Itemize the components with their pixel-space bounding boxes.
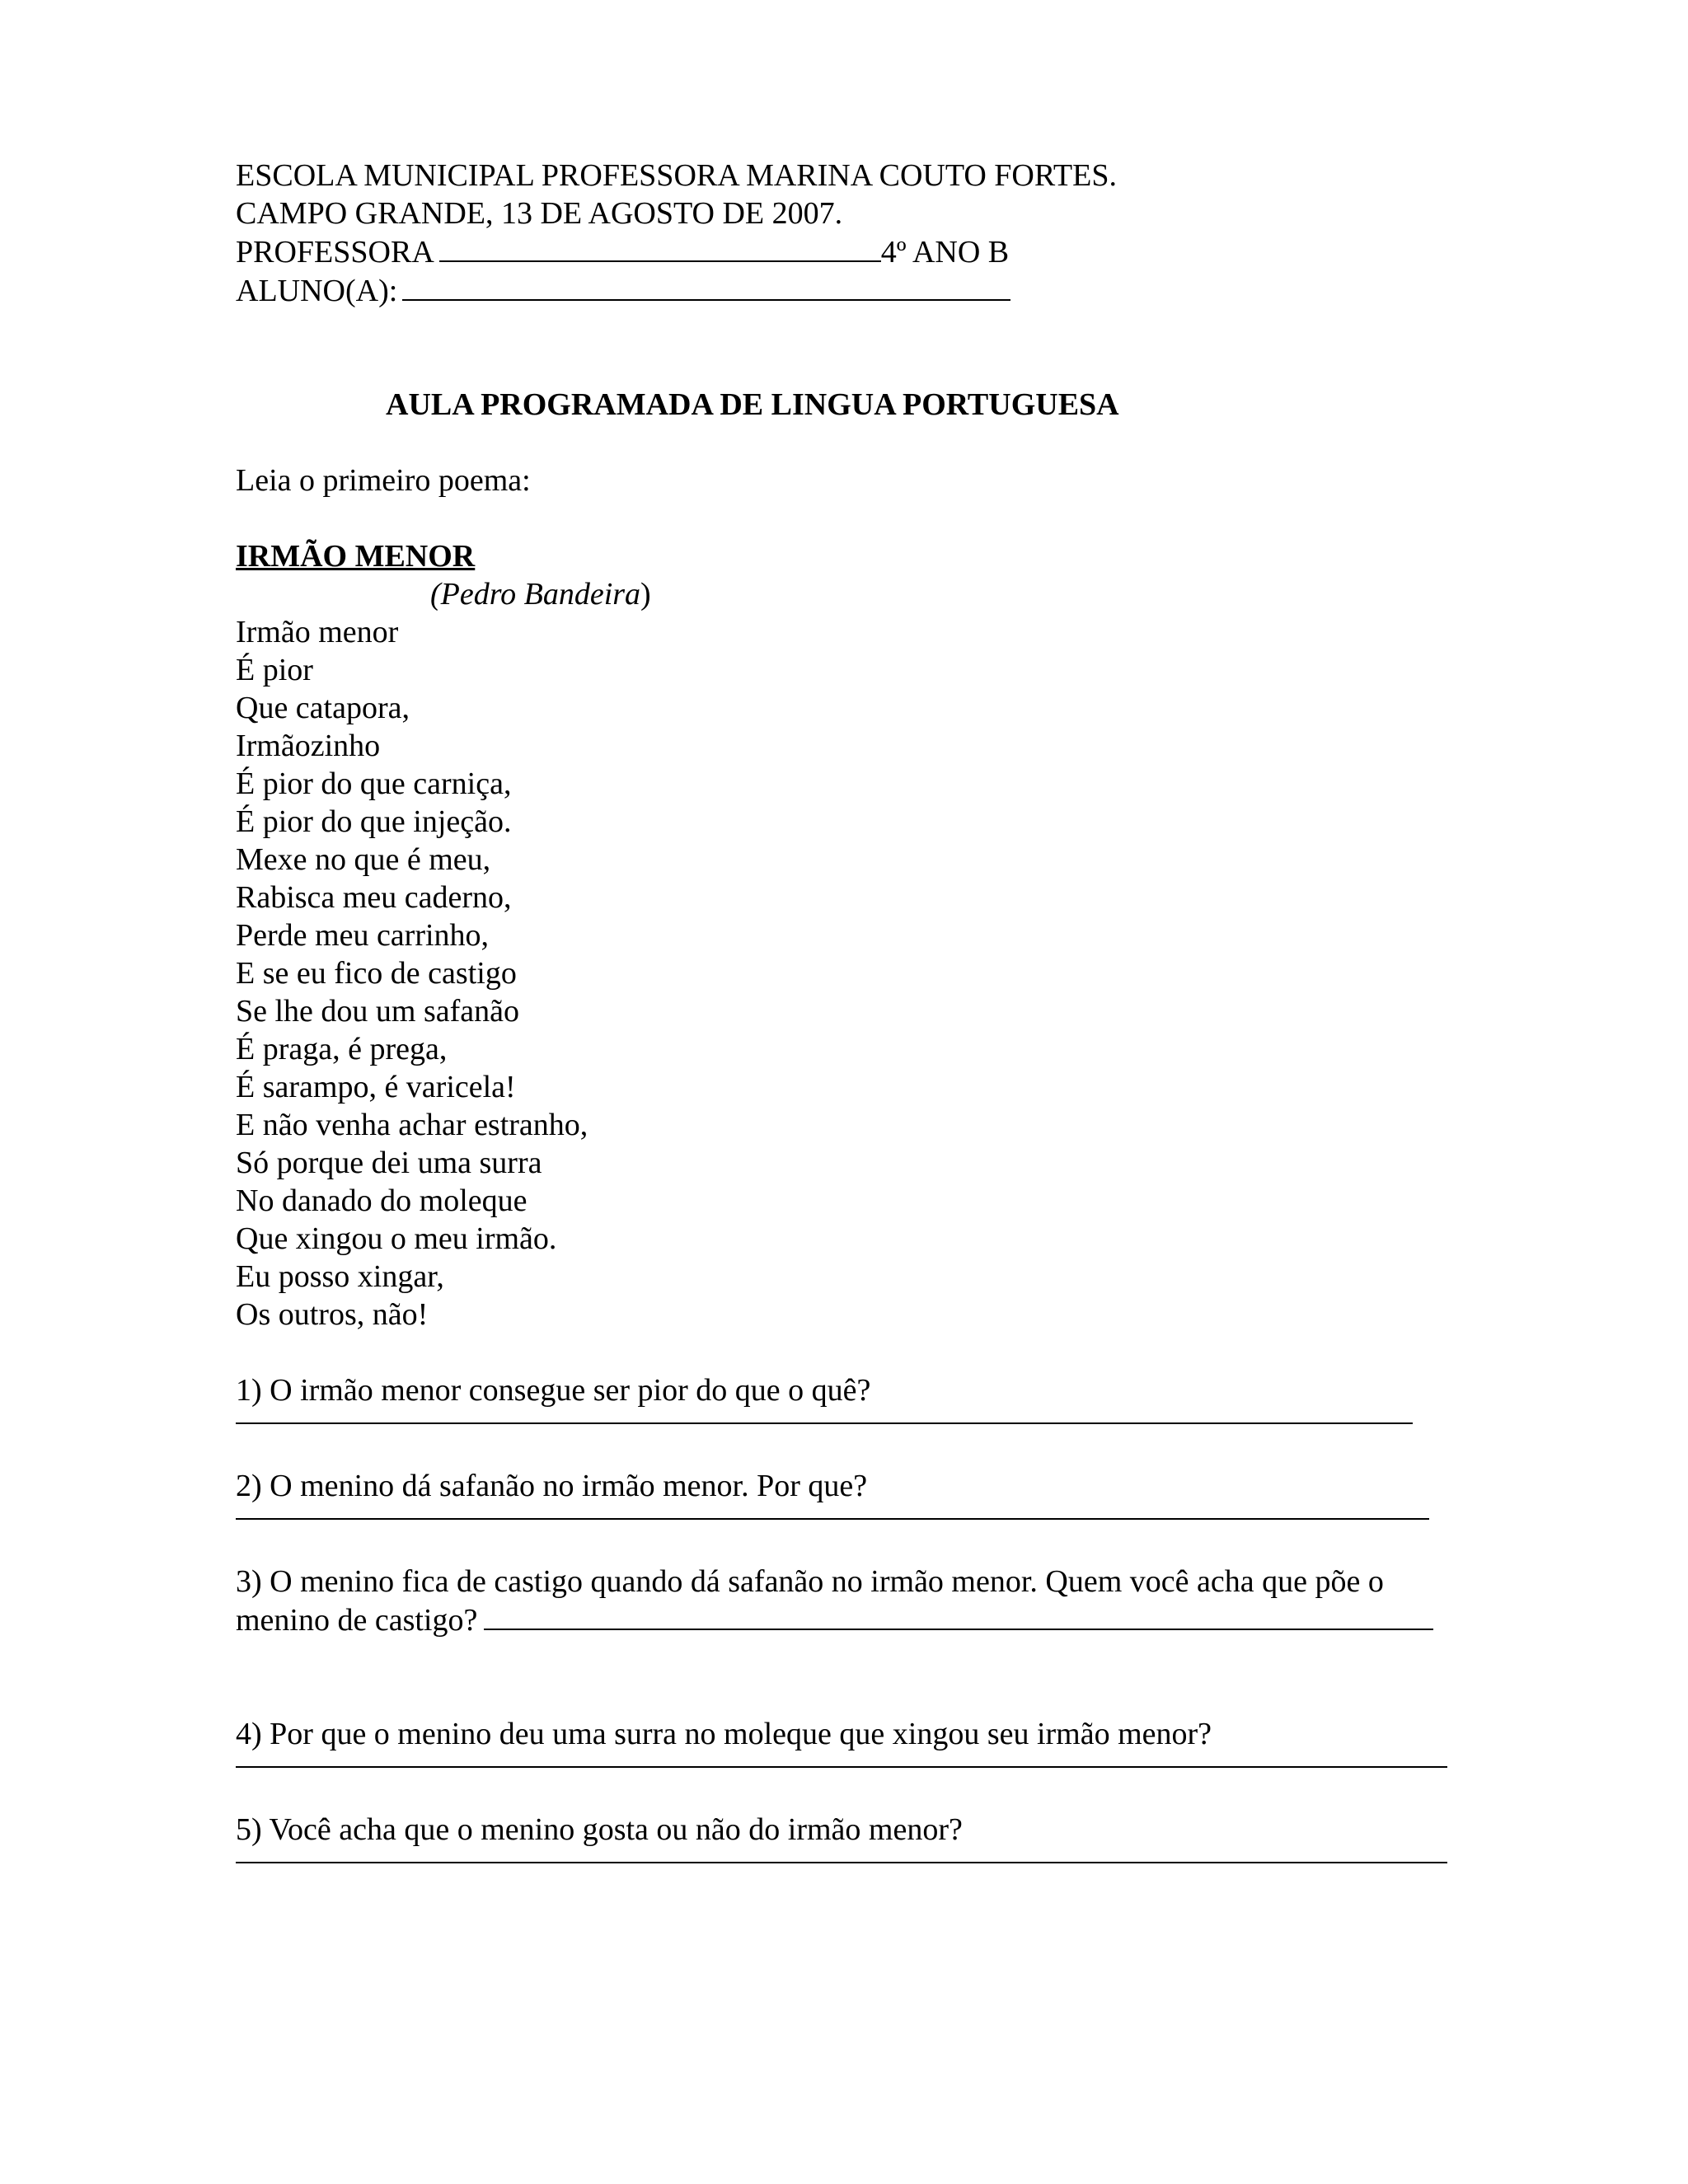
poem-line: Irmãozinho bbox=[236, 729, 381, 763]
poem-author bbox=[236, 575, 1472, 613]
author-close-paren: ) bbox=[640, 577, 651, 612]
question-1 bbox=[236, 1371, 1472, 1424]
poem-line: Se lhe dou um safanão bbox=[236, 994, 520, 1029]
poem-line: Irmão menor bbox=[236, 615, 399, 649]
poem-line: Eu posso xingar, bbox=[236, 1259, 444, 1294]
page-title: AULA PROGRAMADA DE LINGUA PORTUGUESA bbox=[386, 387, 1119, 422]
poem-line: Que catapora, bbox=[236, 691, 410, 725]
question-2 bbox=[236, 1467, 1472, 1520]
answer-line[interactable] bbox=[236, 1862, 1447, 1863]
poem-line: E se eu fico de castigo bbox=[236, 956, 517, 991]
author-name: Pedro Bandeira bbox=[440, 577, 641, 612]
poem-line: E não venha achar estranho, bbox=[236, 1108, 588, 1142]
teacher-name-blank[interactable] bbox=[439, 232, 881, 262]
answer-line[interactable] bbox=[236, 1422, 1413, 1424]
question-text: 4) Por que o menino deu uma surra no moleque que xingou seu irmão menor? bbox=[236, 1717, 1212, 1751]
question-3 bbox=[236, 1563, 1472, 1639]
poem-line: Rabisca meu caderno, bbox=[236, 880, 512, 915]
poem-line: Só porque dei uma surra bbox=[236, 1146, 542, 1180]
question-text: 2) O menino dá safanão no irmão menor. Por que? bbox=[236, 1469, 868, 1503]
question-text-cont-label: menino de castigo? bbox=[236, 1603, 478, 1638]
author-open-paren: ( bbox=[430, 577, 441, 612]
student-name-blank[interactable] bbox=[402, 271, 1010, 301]
date-line: CAMPO GRANDE, 13 DE AGOSTO DE 2007. bbox=[236, 196, 843, 231]
question-text-cont bbox=[236, 1601, 1472, 1639]
question-4 bbox=[236, 1715, 1472, 1768]
poem-line: Que xingou o meu irmão. bbox=[236, 1221, 557, 1256]
question-text: 1) O irmão menor consegue ser pior do que o quê? bbox=[236, 1373, 871, 1408]
poem-line: É praga, é prega, bbox=[236, 1032, 448, 1066]
poem-body bbox=[236, 613, 1472, 1333]
student-label: ALUNO(A): bbox=[236, 274, 398, 308]
poem-line: Perde meu carrinho, bbox=[236, 918, 490, 953]
answer-line[interactable] bbox=[484, 1601, 1433, 1630]
poem-line: É pior do que injeção. bbox=[236, 804, 512, 839]
question-text: 5) Você acha que o menino gosta ou não do irmão menor? bbox=[236, 1812, 963, 1847]
poem-line: Os outros, não! bbox=[236, 1297, 429, 1332]
teacher-line bbox=[236, 232, 1472, 271]
school-name: ESCOLA MUNICIPAL PROFESSORA MARINA COUTO FORTES. bbox=[236, 158, 1117, 193]
worksheet-content bbox=[236, 157, 1472, 1863]
student-line bbox=[236, 271, 1472, 310]
poem-line: É pior do que carniça, bbox=[236, 766, 512, 801]
answer-line[interactable] bbox=[236, 1766, 1447, 1768]
header-block bbox=[236, 157, 1472, 310]
question-5 bbox=[236, 1811, 1472, 1863]
teacher-label: PROFESSORA bbox=[236, 235, 434, 269]
poem-line: É pior bbox=[236, 653, 313, 687]
question-text: 3) O menino fica de castigo quando dá safanão no irmão menor. Quem você acha que põe o bbox=[236, 1564, 1384, 1599]
intro-text: Leia o primeiro poema: bbox=[236, 463, 531, 498]
answer-line[interactable] bbox=[236, 1518, 1429, 1520]
poem-line: No danado do moleque bbox=[236, 1183, 528, 1218]
poem-line: É sarampo, é varicela! bbox=[236, 1070, 516, 1104]
poem-title: IRMÃO MENOR bbox=[236, 539, 476, 574]
poem-line: Mexe no que é meu, bbox=[236, 842, 491, 877]
grade-label: 4º ANO B bbox=[880, 235, 1010, 269]
